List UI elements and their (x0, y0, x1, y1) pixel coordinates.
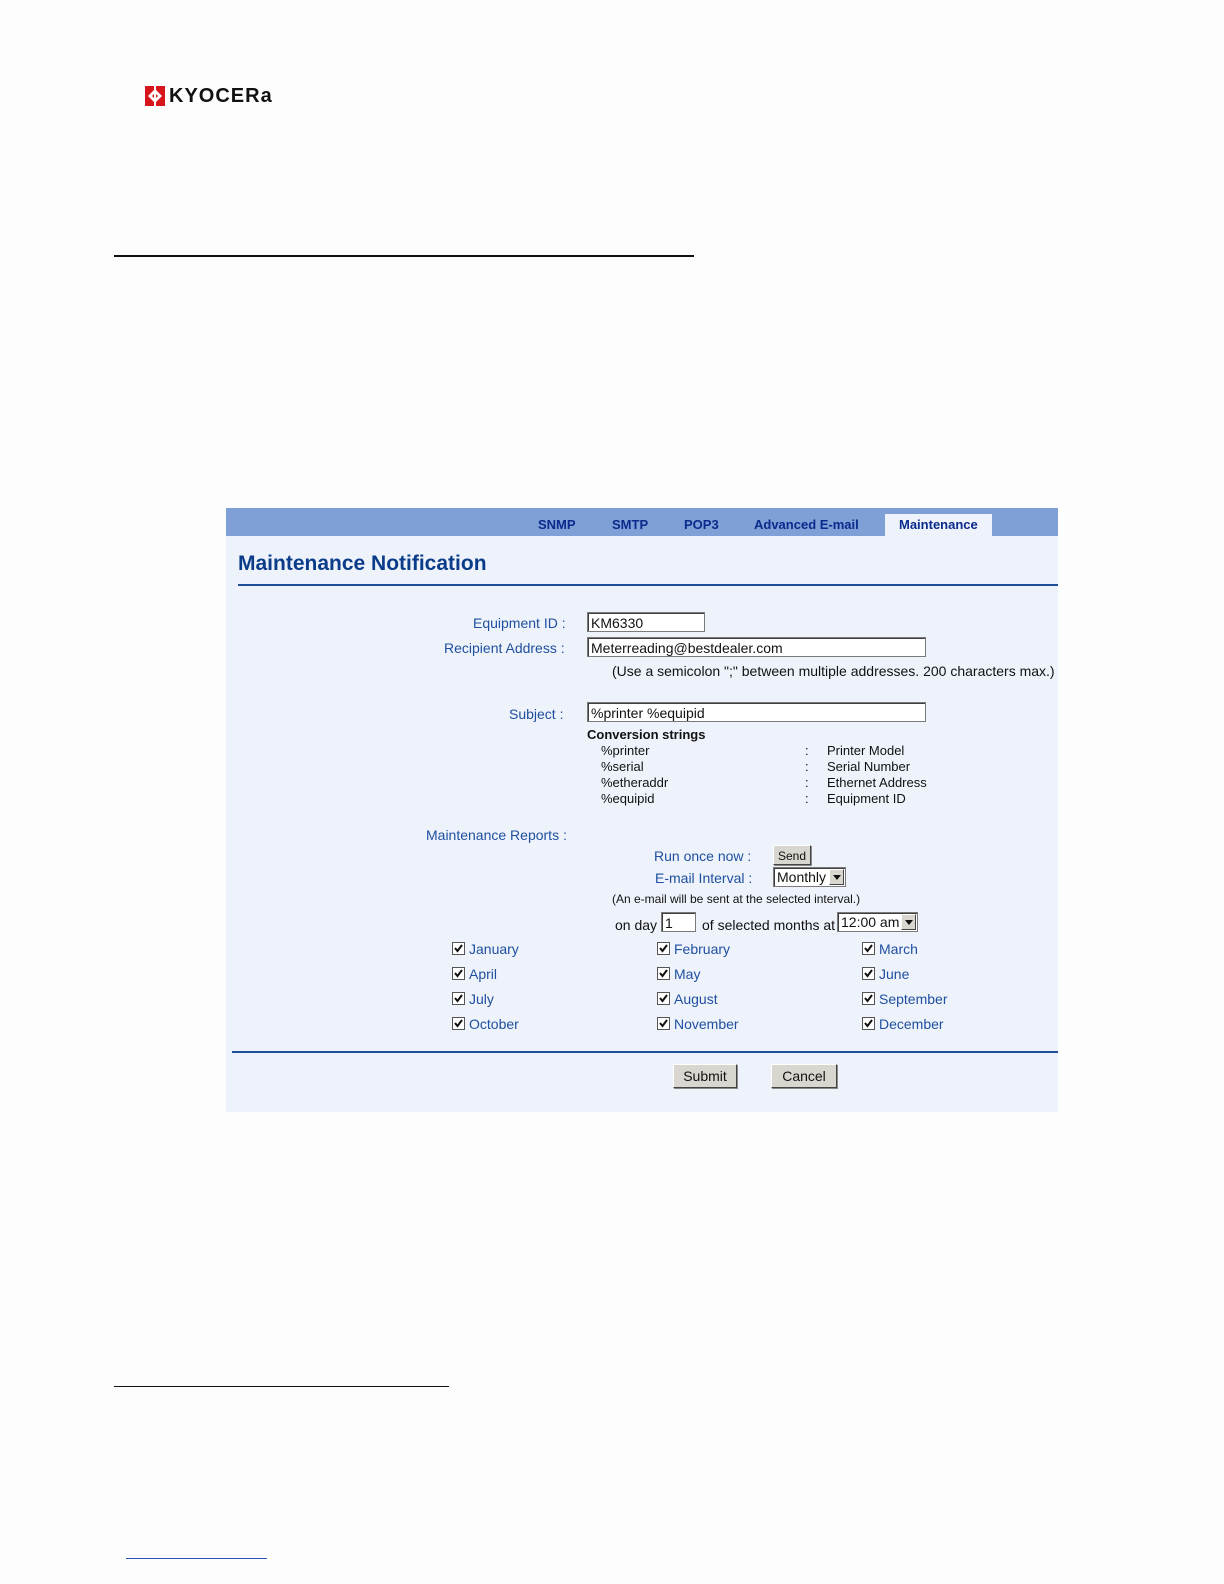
month-label: April (469, 966, 498, 982)
tab-bar (226, 508, 1058, 536)
conversion-code: %printer (601, 743, 650, 758)
email-interval-note: (An e-mail will be sent at the selected interval.) (612, 892, 861, 906)
month-label: July (469, 991, 494, 1007)
equipment-id-label: Equipment ID : (473, 615, 566, 631)
april-checkbox[interactable] (452, 967, 465, 980)
conversion-meaning: Ethernet Address (827, 775, 927, 790)
kyocera-logo-text: KYOCERa (169, 85, 273, 107)
conversion-separator: : (805, 775, 809, 790)
conversion-meaning: Printer Model (827, 743, 905, 758)
conversion-code: %etheraddr (601, 775, 669, 790)
maintenance-panel (226, 508, 1058, 1112)
checkmark-icon (863, 968, 874, 979)
chevron-down-icon[interactable] (901, 914, 916, 930)
september-checkbox[interactable] (862, 992, 875, 1005)
equipment-id-field[interactable]: KM6330 (587, 612, 705, 632)
february-checkbox[interactable] (657, 942, 670, 955)
june-checkbox[interactable] (862, 967, 875, 980)
send-button[interactable]: Send (773, 845, 811, 865)
month-label: May (674, 966, 701, 982)
month-label: October (469, 1016, 519, 1032)
checkmark-icon (658, 993, 669, 1004)
checkmark-icon (863, 993, 874, 1004)
month-label: January (469, 941, 519, 957)
maintenance-reports-label: Maintenance Reports : (426, 827, 567, 843)
checkmark-icon (863, 1018, 874, 1029)
title-divider (238, 584, 1058, 586)
tab-smtp[interactable]: SMTP (612, 517, 649, 532)
checkmark-icon (453, 968, 464, 979)
november-checkbox[interactable] (657, 1017, 670, 1030)
footer-link-underline (126, 1558, 267, 1559)
section-divider (114, 255, 694, 257)
may-checkbox[interactable] (657, 967, 670, 980)
email-interval-label: E-mail Interval : (655, 870, 753, 886)
email-interval-value: Monthly (777, 869, 827, 885)
month-label: December (879, 1016, 944, 1032)
conversion-meaning: Equipment ID (827, 791, 906, 806)
conversion-separator: : (805, 791, 809, 806)
subject-label: Subject : (509, 706, 564, 722)
subject-field[interactable]: %printer %equipid (587, 702, 926, 722)
months-at-label: of selected months at (702, 917, 836, 933)
conversion-meaning: Serial Number (827, 759, 911, 774)
day-field[interactable]: 1 (661, 912, 696, 932)
conversion-separator: : (805, 759, 809, 774)
kyocera-logo (145, 86, 273, 106)
checkmark-icon (658, 968, 669, 979)
time-select[interactable] (837, 912, 918, 932)
checkmark-icon (453, 1018, 464, 1029)
time-value: 12:00 am (841, 914, 900, 930)
on-day-label: on day (615, 917, 658, 933)
recipient-address-field[interactable]: Meterreading@bestdealer.com (587, 637, 926, 657)
conversion-separator: : (805, 743, 809, 758)
checkmark-icon (658, 1018, 669, 1029)
checkmark-icon (658, 943, 669, 954)
checkmark-icon (453, 943, 464, 954)
month-label: February (674, 941, 731, 957)
checkmark-icon (863, 943, 874, 954)
page-title: Maintenance Notification (238, 552, 487, 575)
checkmark-icon (453, 993, 464, 1004)
january-checkbox[interactable] (452, 942, 465, 955)
tab-maintenance[interactable]: Maintenance (885, 514, 992, 536)
august-checkbox[interactable] (657, 992, 670, 1005)
tab-snmp[interactable]: SNMP (538, 517, 576, 532)
conversion-code: %equipid (601, 791, 655, 806)
footer-divider (232, 1051, 1058, 1053)
run-once-label: Run once now : (654, 848, 752, 864)
month-label: September (879, 991, 948, 1007)
kyocera-logo-mark-icon (145, 86, 165, 106)
tab-advanced-email[interactable]: Advanced E-mail (754, 517, 859, 532)
submit-button[interactable]: Submit (673, 1064, 737, 1088)
conversion-strings-heading: Conversion strings (587, 727, 706, 742)
recipient-address-label: Recipient Address : (444, 640, 565, 656)
december-checkbox[interactable] (862, 1017, 875, 1030)
march-checkbox[interactable] (862, 942, 875, 955)
month-label: March (879, 941, 918, 957)
footnote-divider (114, 1386, 449, 1387)
october-checkbox[interactable] (452, 1017, 465, 1030)
tab-pop3[interactable]: POP3 (684, 517, 719, 532)
email-interval-select[interactable] (773, 867, 846, 887)
conversion-code: %serial (601, 759, 644, 774)
month-label: August (674, 991, 718, 1007)
cancel-button[interactable]: Cancel (771, 1064, 837, 1088)
month-label: November (674, 1016, 739, 1032)
recipient-address-note: (Use a semicolon ";" between multiple addresses. 200 characters max.) (612, 663, 1055, 679)
month-label: June (879, 966, 910, 982)
chevron-down-icon[interactable] (829, 869, 844, 885)
july-checkbox[interactable] (452, 992, 465, 1005)
